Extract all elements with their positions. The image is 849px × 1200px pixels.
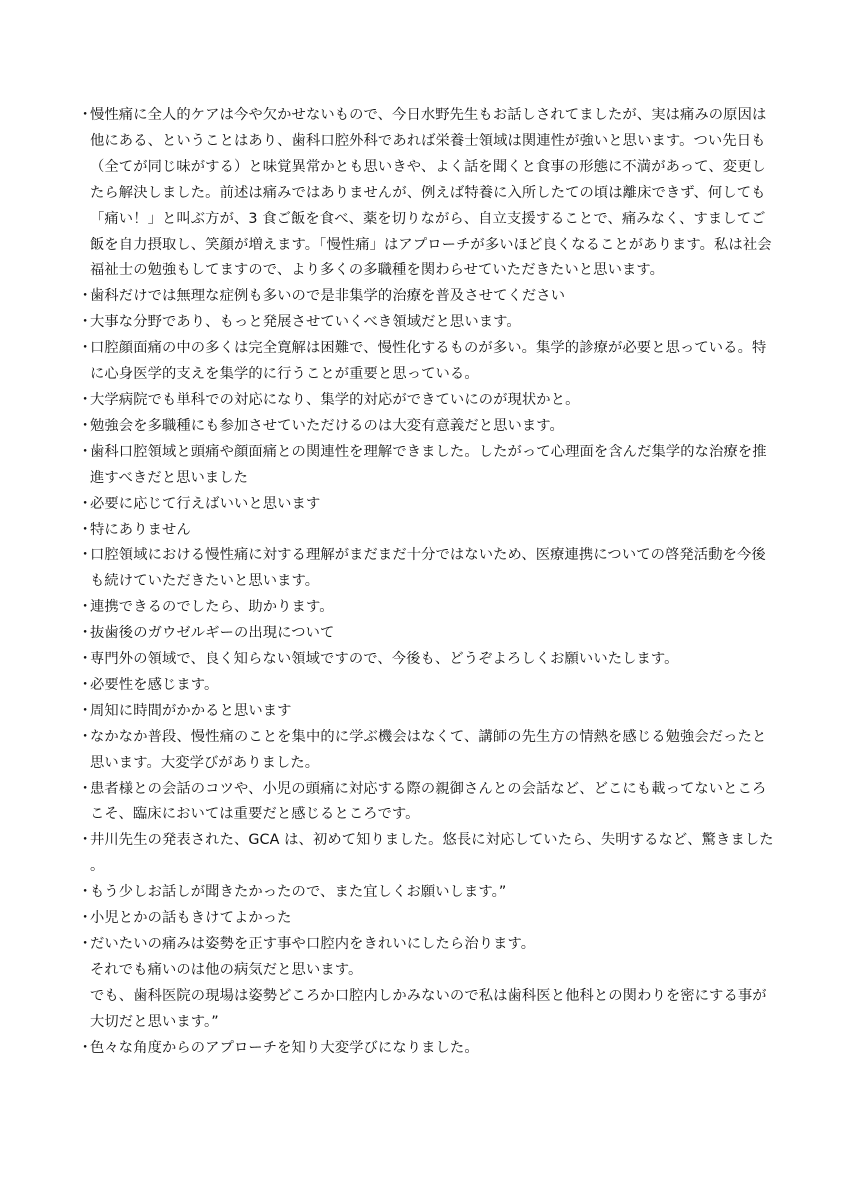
comment-text — [90, 828, 778, 880]
comment-text — [90, 103, 778, 284]
comment-text — [90, 518, 778, 544]
comment-text — [90, 492, 778, 518]
comment-item — [78, 725, 778, 777]
comment-line: 口腔顔面痛の中の多くは完全寛解は困難で、慢性化するものが多い。集学的診療が必要と思っている。特に心身医学的支えを集学的に行うことが重要と思っている。 — [90, 340, 767, 383]
bullet-mark: ・ — [78, 702, 93, 719]
comment-text — [90, 310, 778, 336]
comment-line: 特にありません — [90, 521, 191, 538]
comment-line: 勉強会を多職種にも参加させていただけるのは大変有意義だと思います。 — [90, 417, 564, 434]
comment-line: でも、歯科医院の現場は姿勢どころか口腔内しかみないので私は歯科医と他科との関わりを密にする事が大切だと思います。” — [90, 987, 767, 1030]
comment-item — [78, 310, 778, 336]
comment-text — [90, 336, 778, 388]
bullet-mark: ・ — [78, 521, 93, 538]
bullet-mark: ・ — [78, 832, 93, 849]
comment-text — [90, 699, 778, 725]
comment-item — [78, 699, 778, 725]
comment-line: 周知に時間がかかると思います — [90, 702, 292, 719]
bullet-mark: ・ — [78, 495, 93, 512]
comment-text — [90, 777, 778, 829]
comment-text — [90, 647, 778, 673]
comment-text — [90, 440, 778, 492]
comment-text — [90, 932, 778, 1036]
bullet-mark: ・ — [78, 288, 93, 305]
bullet-mark: ・ — [78, 314, 93, 331]
comment-item — [78, 906, 778, 932]
comment-line: 必要に応じて行えばいいと思います — [90, 495, 321, 512]
comment-item — [78, 880, 778, 906]
bullet-mark: ・ — [78, 651, 93, 668]
bullet-mark: ・ — [78, 391, 93, 408]
comment-item — [78, 518, 778, 544]
bullet-mark: ・ — [78, 1039, 93, 1056]
bullet-mark: ・ — [78, 625, 93, 642]
comment-text — [90, 543, 778, 595]
comment-text — [90, 414, 778, 440]
comment-line: もう少しお話しが聞きたかったので、また宜しくお願いします。” — [90, 884, 507, 901]
bullet-mark: ・ — [78, 676, 93, 693]
comment-text — [90, 906, 778, 932]
bullet-mark: ・ — [78, 936, 93, 952]
comment-line: 口腔領域における慢性痛に対する理解がまだまだ十分ではないため、医療連携についての啓発活動を今後も続けていただきたいと思います。 — [90, 547, 766, 590]
comment-item — [78, 440, 778, 492]
comment-line: 専門外の領域で、良く知らない領域ですので、今後も、どうぞよろしくお願いいたします。 — [90, 651, 679, 668]
comment-text — [90, 284, 778, 310]
comment-text — [90, 621, 778, 647]
comment-line: だいたいの痛みは姿勢を正す事や口腔内をきれいにしたら治ります。 — [90, 936, 536, 952]
bullet-mark: ・ — [78, 884, 93, 901]
comment-line: なかなか普段、慢性痛のことを集中的に学ぶ機会はなくて、講師の先生方の情熱を感じる勉強会だったと思います。大変学びがありました。 — [90, 728, 767, 771]
comment-line: 色々な角度からのアプローチを知り大変学びになりました。 — [90, 1039, 479, 1056]
comment-item — [78, 388, 778, 414]
comment-item — [78, 414, 778, 440]
comment-line: 井川先生の発表された、GCA は、初めて知りました。悠長に対応していたら、失明するなど、驚きました。 — [90, 832, 774, 875]
bullet-mark: ・ — [78, 417, 93, 434]
bullet-mark: ・ — [78, 599, 93, 616]
comment-item — [78, 492, 778, 518]
comment-item — [78, 1036, 778, 1062]
comment-line: 大学病院でも単科での対応になり、集学的対応ができていにのが現状かと。 — [90, 391, 580, 408]
bullet-mark: ・ — [78, 107, 93, 123]
comment-line: 大事な分野であり、もっと発展させていくべき領域だと思います。 — [90, 314, 521, 331]
bullet-mark: ・ — [78, 547, 93, 564]
comment-item — [78, 673, 778, 699]
comment-text — [90, 725, 778, 777]
comment-item — [78, 103, 778, 284]
comment-item — [78, 336, 778, 388]
comment-item — [78, 777, 778, 829]
comment-line: 患者様との会話のコツや、小児の頭痛に対応する際の親御さんとの会話など、どこにも載ってないところこそ、臨床においては重要だと感じるところです。 — [90, 780, 767, 823]
bullet-mark: ・ — [78, 910, 93, 927]
comment-line: 抜歯後のガウゼルギーの出現について — [90, 625, 335, 642]
comment-text — [90, 673, 778, 699]
comment-line: 連携できるのでしたら、助かります。 — [90, 599, 334, 616]
bullet-mark: ・ — [78, 443, 93, 460]
comment-line: 歯科だけでは無理な症例も多いので是非集学的治療を普及させてください — [90, 288, 566, 305]
comment-line: それでも痛いのは他の病気だと思います。 — [90, 961, 363, 978]
bullet-mark: ・ — [78, 780, 93, 797]
comment-text — [90, 388, 778, 414]
comment-line: 慢性痛に全人的ケアは今や欠かせないもので、今日水野先生もお話しされてましたが、実は痛みの原因は他にある、ということはあり、歯科口腔外科であれば栄養士領域は関連性が強いと思います。つい先日も（全てが同じ味がする）と味覚異常かとも思いきや、よく話を聞くと食事の形態に不満があって、変更したら解決しました。前述は痛みではありませんが、例えば特養に入所したての頃は離床できず、何しても「痛い！」と叫ぶ方が、3 食ご飯を食べ、薬を切りながら、自立支援することで、痛みなく、すましてご飯を自力摂取し、笑顔が増えます。「慢性痛」はアプローチが多いほど良くなることがあります。私は社会福祉士の勉強もしてますので、より多くの多職種を関わらせていただきたいと思います。 — [90, 107, 772, 279]
comment-item — [78, 543, 778, 595]
comment-line: 歯科口腔領域と頭痛や顔面痛との関連性を理解できました。したがって心理面を含んだ集学的な治療を推進すべきだと思いました — [90, 443, 767, 486]
survey-comment-page — [78, 103, 778, 1062]
comment-item — [78, 595, 778, 621]
comment-item — [78, 828, 778, 880]
comment-item — [78, 932, 778, 1036]
bullet-mark: ・ — [78, 340, 93, 357]
comment-list — [78, 103, 778, 1062]
comment-item — [78, 647, 778, 673]
bullet-mark: ・ — [78, 728, 93, 745]
comment-text — [90, 1036, 778, 1062]
comment-text — [90, 595, 778, 621]
comment-line: 小児とかの話もきけてよかった — [90, 910, 292, 927]
comment-item — [78, 284, 778, 310]
comment-text — [90, 880, 778, 906]
comment-line: 必要性を感じます。 — [90, 676, 219, 693]
comment-item — [78, 621, 778, 647]
